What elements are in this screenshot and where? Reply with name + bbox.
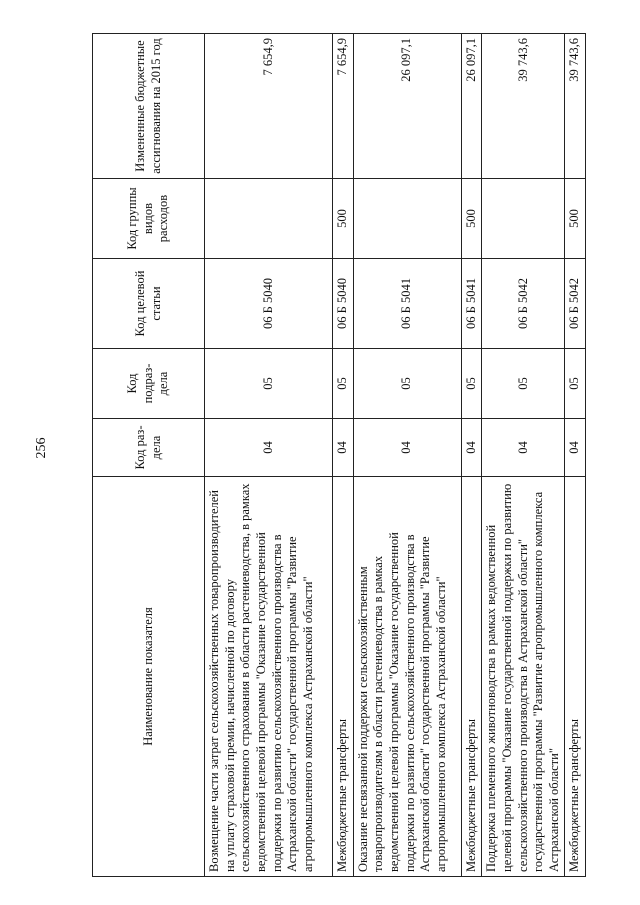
cell-target: 06 Б 5042 xyxy=(565,259,586,349)
cell-name: Межбюджетные трансферты xyxy=(565,477,586,877)
cell-name: Поддержка племенного животноводства в рамках ведомственной целевой программы "Оказание государственной поддержки по развитию сельскохозяйственного производства в Астраханской области" государственной программы "Развитие агропромышленного комплекса Астраханской области" xyxy=(482,477,565,877)
cell-amount: 39 743,6 xyxy=(565,34,586,179)
cell-section: 04 xyxy=(461,419,482,477)
header-section: Код раз-дела xyxy=(93,419,205,477)
header-subsection: Код подраз-дела xyxy=(93,349,205,419)
table-row xyxy=(482,34,565,877)
budget-table xyxy=(92,33,586,877)
cell-target: 06 Б 5040 xyxy=(205,259,333,349)
table-header-row xyxy=(93,34,205,877)
cell-section: 04 xyxy=(353,419,461,477)
table-row xyxy=(353,34,461,877)
header-name: Наименование показателя xyxy=(93,477,205,877)
cell-group: 500 xyxy=(461,179,482,259)
cell-target: 06 Б 5041 xyxy=(461,259,482,349)
cell-subsection: 05 xyxy=(482,349,565,419)
table-row xyxy=(461,34,482,877)
table-row xyxy=(565,34,586,877)
header-group: Код группы видов расходов xyxy=(93,179,205,259)
cell-amount: 7 654,9 xyxy=(333,34,354,179)
cell-section: 04 xyxy=(333,419,354,477)
cell-section: 04 xyxy=(565,419,586,477)
cell-subsection: 05 xyxy=(333,349,354,419)
cell-section: 04 xyxy=(482,419,565,477)
header-target: Код целевой статьи xyxy=(93,259,205,349)
cell-subsection: 05 xyxy=(205,349,333,419)
page-number: 256 xyxy=(34,437,49,459)
cell-amount: 26 097,1 xyxy=(353,34,461,179)
cell-group: 500 xyxy=(333,179,354,259)
cell-section: 04 xyxy=(205,419,333,477)
cell-name: Оказание несвязанной поддержки сельскохозяйственным товаропроизводителям в области растениеводства в рамках ведомственной целевой программы "Оказание государственной поддержки по развитию сельскохозяйственного производства в Астраханской области" государственной программы "Развитие агропромышленного комплекса Астраханской области" xyxy=(353,477,461,877)
cell-subsection: 05 xyxy=(461,349,482,419)
cell-target: 06 Б 5042 xyxy=(482,259,565,349)
rotated-table-container xyxy=(92,34,582,877)
cell-amount: 7 654,9 xyxy=(205,34,333,179)
cell-amount: 26 097,1 xyxy=(461,34,482,179)
cell-name: Межбюджетные трансферты xyxy=(461,477,482,877)
cell-name: Возмещение части затрат сельскохозяйственных товаропроизводителей на уплату страховой премии, начисленной по договору сельскохозяйственного страхования в области растениеводства, в рамках ведомственной целевой программы "Оказание государственной поддержки по развитию сельскохозяйственного производства в Астраханской области" государственной программы "Развитие агропромышленного комплекса Астраханской области" xyxy=(205,477,333,877)
cell-target: 06 Б 5040 xyxy=(333,259,354,349)
cell-name: Межбюджетные трансферты xyxy=(333,477,354,877)
table-row xyxy=(333,34,354,877)
cell-subsection: 05 xyxy=(565,349,586,419)
cell-group xyxy=(353,179,461,259)
header-amount: Измененные бюджетные ассигнования на 2015 год xyxy=(93,34,205,179)
cell-group: 500 xyxy=(565,179,586,259)
cell-subsection: 05 xyxy=(353,349,461,419)
table-row xyxy=(205,34,333,877)
cell-group xyxy=(205,179,333,259)
cell-amount: 39 743,6 xyxy=(482,34,565,179)
cell-group xyxy=(482,179,565,259)
cell-target: 06 Б 5041 xyxy=(353,259,461,349)
